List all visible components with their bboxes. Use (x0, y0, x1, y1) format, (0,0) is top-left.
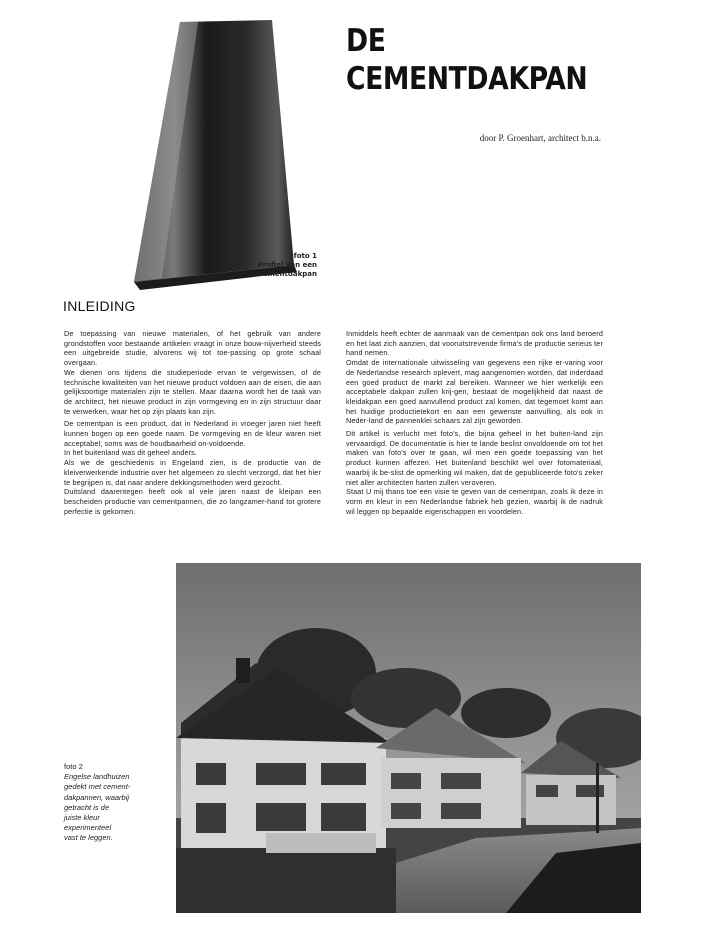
cement-tile-image (122, 20, 327, 290)
paragraph: De toepassing van nieuwe materialen, of het gebruik van andere grondstoffen voor bestaande artikelen vraagt in onze bouw-nijverheid steeds een uitgebreide studie, alvorens wij tot toe-passing op grote schaal overgaan. We dienen ons tijdens die studieperiode ervan te vergewissen, of de technische kwaliteiten van het nieuwe product voldoen aan de eisen, die aan gelijksoortige materialen zijn te stellen. Maar daarna wordt het de taak van de architect, het nieuwe product in zijn vormgeving en in zijn structuur daar te verwerken, waar het op zijn plaats kan zijn. (64, 329, 321, 416)
photo1-caption: foto 1 Profiel van een cementdakpan (257, 252, 317, 278)
houses-image (176, 563, 641, 913)
author-byline: door P. Groenhart, architect b.n.a. (479, 133, 601, 143)
photo-english-houses (176, 563, 641, 913)
title-line-1: DE (346, 23, 386, 59)
section-heading: INLEIDING (63, 298, 136, 314)
article-title (346, 22, 587, 98)
paragraph: Dit artikel is verlucht met foto's, die bijna geheel in het buiten-land zijn vervaardigd. De documentatie is hier te lande beslist onvoldoende om tot het maken van foto's over te gaan, wil men een goede toepassing van het product kunnen affezen. Het buitenland beschikt wel over fotomateriaal, waarbij ik be-slist de opmerking wil maken, dat de gepubliceerde foto's zeker niet aller architecten harten zullen veroveren. Staat U mij thans toe een visie te geven van de cementpan, zoals ik deze in vorm en kleur in een Nederlandse fabriek heb gezien, waarbij ik de nadruk wil leggen op bepaalde eigenschappen en voordelen. (346, 429, 603, 516)
text-column-right (346, 329, 603, 519)
text-column-left (64, 329, 321, 519)
paragraph: De cementpan is een product, dat in Nederland in vroeger jaren niet heeft kunnen bogen op een goede naam. De vormgeving en de kleur waren niet acceptabel; soms was de houdbaarheid on-voldoende. In het buitenland was dit geheel anders. Als we de geschiedenis in Engeland zien, is de productie van de kleiverwerkende industrie over het algemeen zo slecht verzorgd, dat het hier te begrijpen is, dat naar andere dekkingsmethoden werd gezocht. Duitsland daarentegen heeft ook al vele jaren naast de kleipan een bescheiden productie van cementpannen, die zo langzamer-hand tot grotere perfectie is gekomen. (64, 419, 321, 516)
photo2-caption (64, 762, 169, 844)
paragraph: Inmiddels heeft echter de aanmaak van de cementpan ook ons land beroerd en het laat zich aanzien, dat vooruitstrevende firma's de productie serieus ter hand nemen. Omdat de internationale uitwisseling van gegevens een rijke er-varing voor de Nederlandse research oplevert, mag aangenomen worden, dat inderdaad een goed product de markt zal bereiken. Wanneer we hier werkelijk een acceptabele dakpan zullen krij-gen, bestaat de mogelijkheid dat naast de kleidakpan een goed aanvullend product zal komen, dat tegemoet komt aan het huidige productietekort en aan een gewenste aanvulling, als ook in Neder-land de pannenklei schaars zal zijn geworden. (346, 329, 603, 426)
photo2-caption-text: Engelse landhuizen gedekt met cement- dakpannen, waarbij getracht is de juiste kleur experimenteel vast te leggen. (64, 772, 131, 843)
title-line-2: CEMENTDAKPAN (346, 61, 588, 97)
photo-cement-tile (122, 20, 327, 290)
photo2-label: foto 2 (64, 762, 83, 771)
